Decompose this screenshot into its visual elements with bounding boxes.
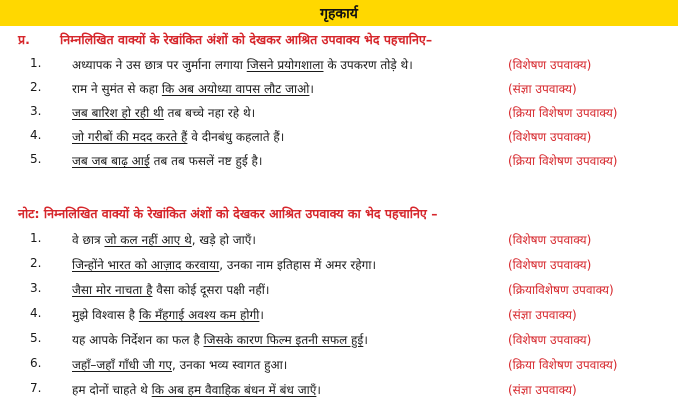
answer-label: (विशेषण उपवाक्य) [508,233,592,247]
list-item [30,128,678,150]
answer-label: (विशेषण उपवाक्य) [508,130,592,144]
list-item [30,381,678,403]
sentence: राम ने सुमंत से कहा कि अब अयोध्या वापस लौट जाओ। [72,82,314,96]
section1-instruction [18,31,432,48]
answer-label: (संज्ञा उपवाक्य) [508,383,577,397]
sentence: यह आपके निर्देशन का फल है जिसके कारण फिल्म इतनी सफल हुई। [72,333,368,347]
answer-label: (विशेषण उपवाक्य) [508,333,592,347]
sentence: जिन्होंने भारत को आज़ाद करवाया, उनका नाम इतिहास में अमर रहेगा। [72,258,377,272]
item-number: 7. [30,381,42,395]
answer-label: (क्रिया विशेषण उपवाक्य) [508,358,618,372]
sentence: जब बारिश हो रही थी तब बच्चे नहा रहे थे। [72,106,256,120]
answer-label: (क्रियाविशेषण उपवाक्य) [508,283,614,297]
list-item [30,56,678,78]
list-item [30,256,678,278]
item-number: 1. [30,56,42,70]
item-number: 2. [30,80,42,94]
item-number: 1. [30,231,42,245]
list-item [30,104,678,126]
page-title: गृहकार्य [320,5,358,22]
list-item [30,80,678,102]
answer-label: (विशेषण उपवाक्य) [508,258,592,272]
answer-label: (क्रिया विशेषण उपवाक्य) [508,154,618,168]
answer-label: (विशेषण उपवाक्य) [508,58,592,72]
item-number: 4. [30,306,42,320]
title-bar [0,0,678,26]
underlined-clause: जिन्होंने भारत को आज़ाद करवाया [72,258,220,272]
underlined-clause: कि अब अयोध्या वापस लौट जाओ [161,82,310,96]
list-item [30,356,678,378]
question-prefix: प्र. [18,32,30,47]
underlined-clause: जिसके कारण फिल्म इतनी सफल हुई [203,333,364,347]
sentence: मुझे विश्वास है कि मँहगाई अवश्य कम होगी। [72,308,264,322]
item-number: 5. [30,331,42,345]
item-number: 5. [30,152,42,166]
underlined-clause: जो गरीबों की मदद करते हैं [72,130,188,144]
list-item [30,231,678,253]
item-number: 4. [30,128,42,142]
sentence: वे छात्र जो कल नहीं आए थे, खड़े हो जाएँ। [72,233,256,247]
answer-label: (संज्ञा उपवाक्य) [508,308,577,322]
underlined-clause: जैसा मोर नाचता है [72,283,153,297]
underlined-clause: कि अब हम वैवाहिक बंधन में बंध जाएँ [151,383,317,397]
underlined-clause: जो कल नहीं आए थे [104,233,192,247]
list-item [30,331,678,353]
underlined-clause: जहाँ–जहाँ गाँधी जी गए [72,358,172,372]
sentence: जैसा मोर नाचता है वैसा कोई दूसरा पक्षी नहीं। [72,283,270,297]
sentence: अध्यापक ने उस छात्र पर जुर्माना लगाया जिसने प्रयोगशाला के उपकरण तोड़े थे। [72,58,413,72]
item-number: 6. [30,356,42,370]
underlined-clause: जब जब बाढ़ आई [72,154,150,168]
answer-label: (संज्ञा उपवाक्य) [508,82,577,96]
section2-instruction: नोट: निम्नलिखित वाक्यों के रेखांकित अंशों को देखकर आश्रित उपवाक्य का भेद पहचानिए – [18,206,438,221]
item-number: 3. [30,104,42,118]
sentence: जहाँ–जहाँ गाँधी जी गए, उनका भव्य स्वागत हुआ। [72,358,288,372]
underlined-clause: जिसने प्रयोगशाला [246,58,324,72]
sentence: जब जब बाढ़ आई तब तब फसलें नष्ट हुई है। [72,154,263,168]
underlined-clause: कि मँहगाई अवश्य कम होगी [138,308,260,322]
section1-instruction-text: निम्नलिखित वाक्यों के रेखांकित अंशों को देखकर आश्रित उपवाक्य भेद पहचानिए– [60,32,433,47]
underlined-clause: जब बारिश हो रही थी [72,106,164,120]
item-number: 3. [30,281,42,295]
sentence: हम दोनों चाहते थे कि अब हम वैवाहिक बंधन में बंध जाएँ। [72,383,321,397]
list-item [30,281,678,303]
list-item [30,306,678,328]
item-number: 2. [30,256,42,270]
sentence: जो गरीबों की मदद करते हैं वे दीनबंधु कहलाते हैं। [72,130,285,144]
list-item [30,152,678,174]
answer-label: (क्रिया विशेषण उपवाक्य) [508,106,618,120]
